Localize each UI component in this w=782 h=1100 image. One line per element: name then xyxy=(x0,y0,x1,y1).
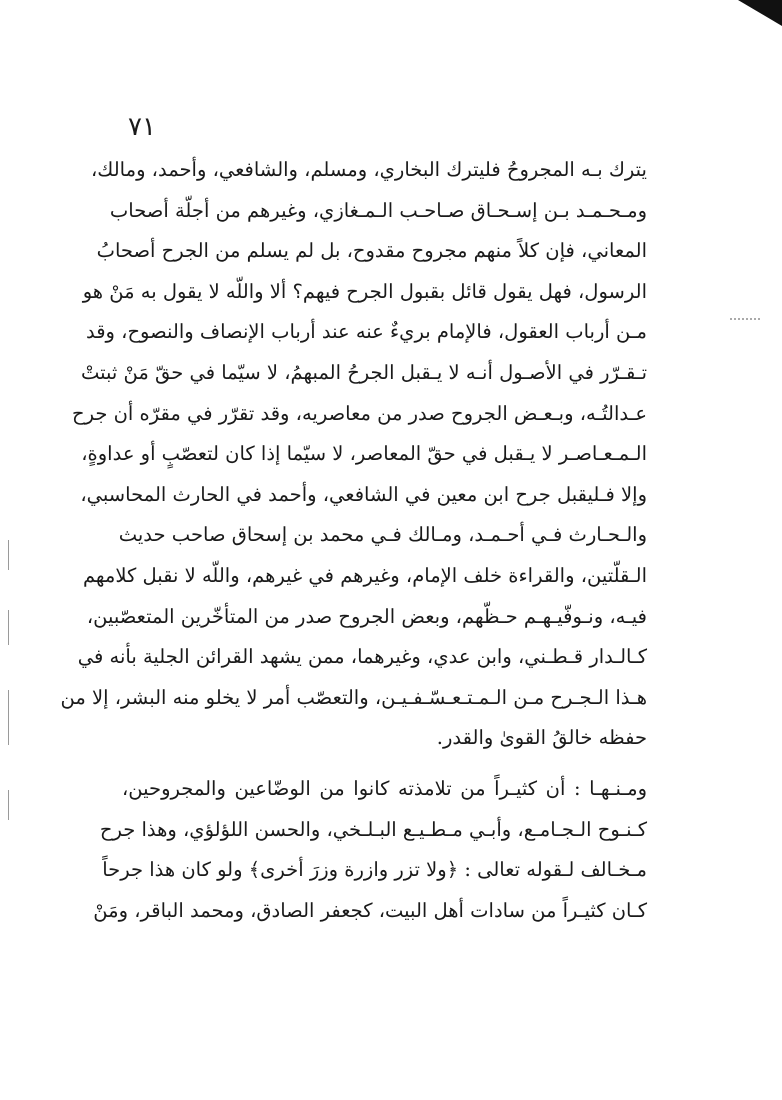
text-line: الـمـعـاصـر لا يـقبل في حقّ المعاصر، لا سيّما إذا كان لتعصّبٍ أو عداوةٍ، xyxy=(81,442,647,466)
text-line: ومـنـهـا : أن كثيـراً من تلامذته كانوا من الوضّاعين والمجروحين، xyxy=(122,776,647,800)
text-line: مـخـالف لـقوله تعالى : ﴿ولا تزر وازرة وزرَ أخرى﴾ ولو كان هذا جرحاً xyxy=(102,858,647,882)
text-line: ومـحـمـد بـن إسـحـاق صـاحـب الـمـغازي، وغيرهم من أجلّة أصحاب xyxy=(109,198,647,222)
text-line: عـدالتُـه، وبـعـض الجروح صدر من معاصريه، وقد تقرّر في مقرّه أن جرح xyxy=(72,401,647,425)
margin-dots xyxy=(730,318,760,326)
paragraph-1 xyxy=(60,150,647,759)
paragraph-gap xyxy=(122,759,647,769)
page-number: ٧١ xyxy=(128,112,156,142)
text-line: والـحـارث فـي أحـمـد، ومـالك فـي محمد بن إسحاق صاحب حديث xyxy=(118,523,647,547)
text-line: مـن أرباب العقول، فالإمام بريءٌ عنه عند أرباب الإنصاف والنصوح، وقد xyxy=(86,320,647,344)
page-corner-mark xyxy=(738,0,782,26)
text-line: هـذا الـجـرح مـن الـمـتـعـسّـفـيـن، والتعصّب أمر لا يخلو منه البشر، إلا من xyxy=(60,685,647,709)
text-line: كـنـوح الـجـامـع، وأبـي مـطـيـع البـلـخي، والحسن اللؤلؤي، وهذا جرح xyxy=(99,817,647,841)
margin-line xyxy=(8,610,9,645)
text-line: وإلا فـليقبل جرح ابن معين في الشافعي، وأحمد في الحارث المحاسبي، xyxy=(80,482,647,506)
text-line: حفظه خالقُ القوىٰ والقدر. xyxy=(436,726,647,750)
body-text xyxy=(60,150,647,931)
text-line: كـان كثيـراً من سادات أهل البيت، كجعفر الصادق، ومحمد الباقر، ومَنْ xyxy=(93,898,647,922)
margin-line xyxy=(8,790,9,820)
text-line: فيـه، ونـوفّيـهـم حـظّهم، وبعض الجروح صدر من المتأخّرين المتعصّبين، xyxy=(86,604,647,628)
paragraph-2 xyxy=(93,769,647,931)
text-line: الـقلّتين، والقراءة خلف الإمام، وغيرهم في غيرهم، واللّه لا نقبل كلامهم xyxy=(82,563,647,587)
text-line: تـقـرّر في الأصـول أنـه لا يـقبل الجرحُ المبهمُ، لا سيّما في حقّ مَنْ ثبتتْ xyxy=(80,360,647,384)
margin-line xyxy=(8,690,9,745)
margin-line xyxy=(8,540,9,570)
text-line: الرسول، فهل يقول قائل بقبول الجرح فيهم؟ ألا واللّه لا يقول به مَنْ هو xyxy=(82,279,647,303)
text-line: يترك بـه المجروحُ فليترك البخاري، ومسلم، والشافعي، وأحمد، ومالك، xyxy=(91,158,647,181)
text-line: كـالـدار قـطـني، وابن عدي، وغيرهما، ممن يشهد القرائن الجلية بأنه في xyxy=(77,645,647,669)
text-line: المعاني، فإن كلاً منهم مجروح مقدوح، بل لم يسلم من الجرح أصحابُ xyxy=(96,239,647,263)
